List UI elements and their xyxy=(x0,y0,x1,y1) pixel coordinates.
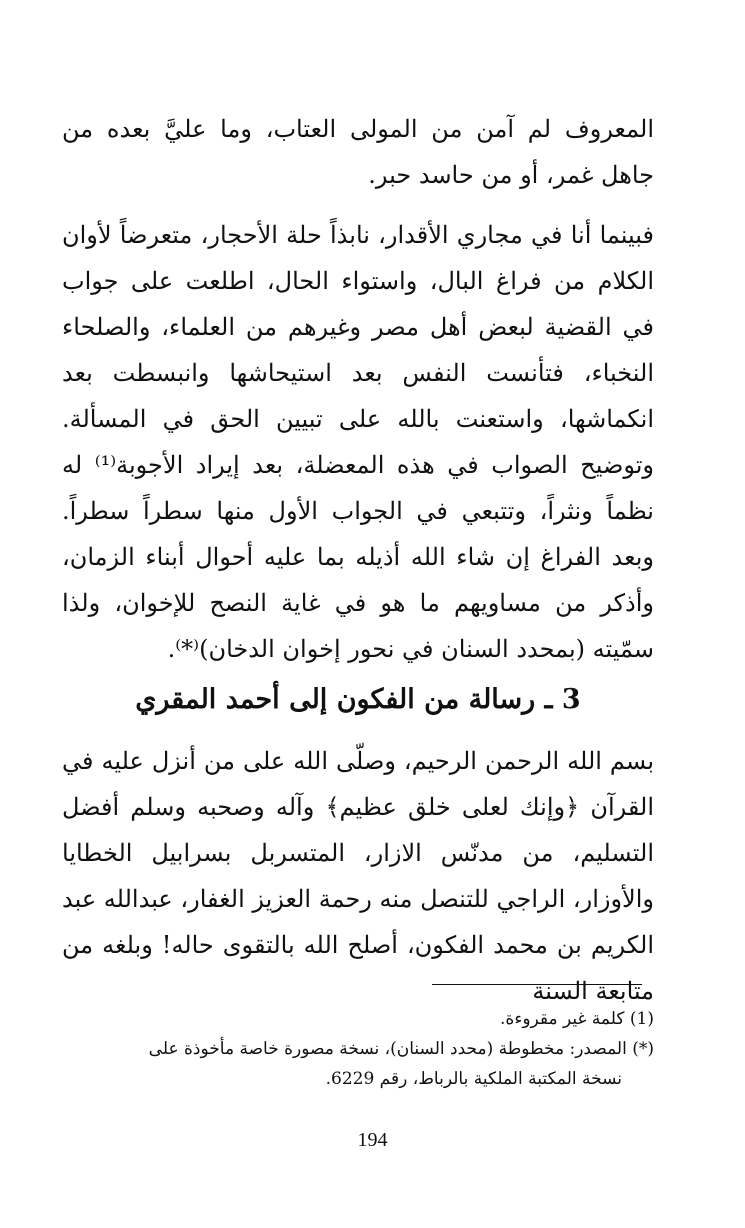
body-paragraph-2 xyxy=(62,738,654,1014)
footnotes xyxy=(62,1004,654,1094)
body-paragraph-1 xyxy=(62,212,654,672)
body-paragraph-1-text: فبينما أنا في مجاري الأقدار، نابذاً حلة الأحجار، متعرضاً لأوان الكلام من فراغ البال، واستواء الحال، اطلعت على جواب في القضية لبعض أهل مصر وغيرهم من العلماء، والصلحاء النخباء، فتأنست النفس بعد استيحاشها وانبسطت بعد انكماشها، واستعنت بالله على تبيين الحق في المسألة. وتوضيح الصواب في هذه المعضلة، بعد إيراد الأجوبة⁽¹⁾ له نظماً ونثراً، وتتبعي في الجواب الأول منها سطراً سطراً. وبعد الفراغ إن شاء الله أذيله بما عليه أحوال أبناء الزمان، وأذكر من مساويهم ما هو في غاية النصح للإخوان، ولذا سمّيته (بمحدد السنان في نحور إخوان الدخان)⁽*⁾. xyxy=(62,221,655,663)
body-paragraph-2-text: بسم الله الرحمن الرحيم، وصلّى الله على من أنزل عليه في القرآن ﴿وإنك لعلى خلق عظيم﴾ وآله وصحبه وسلم أفضل التسليم، من مدنّس الازار، المتسربل بسرابيل الخطايا والأوزار، الراجي للتنصل منه رحمة العزيز الغفار، عبدالله عبد الكريم بن محمد الفكون، أصلح الله بالتقوى حاله! وبلغه من متابعة السنة xyxy=(62,747,654,1005)
page-number: 194 xyxy=(357,1129,388,1151)
footnote-1: (1) كلمة غير مقروءة. xyxy=(500,1009,654,1029)
footnote-2-line-1: (*) المصدر: مخطوطة (محدد السنان)، نسخة مصورة خاصة مأخوذة على xyxy=(148,1039,654,1059)
intro-text: المعروف لم آمن من المولى العتاب، وما عليَّ بعده من جاهل غمر، أو من حاسد حبر. xyxy=(62,115,654,189)
section-heading: 3 ـ رسالة من الفكون إلى أحمد المقري xyxy=(135,684,581,715)
intro-paragraph xyxy=(62,106,654,198)
footnote-2-line-2: نسخة المكتبة الملكية بالرباط، رقم 6229. xyxy=(325,1069,622,1089)
footnote-divider xyxy=(432,984,642,985)
